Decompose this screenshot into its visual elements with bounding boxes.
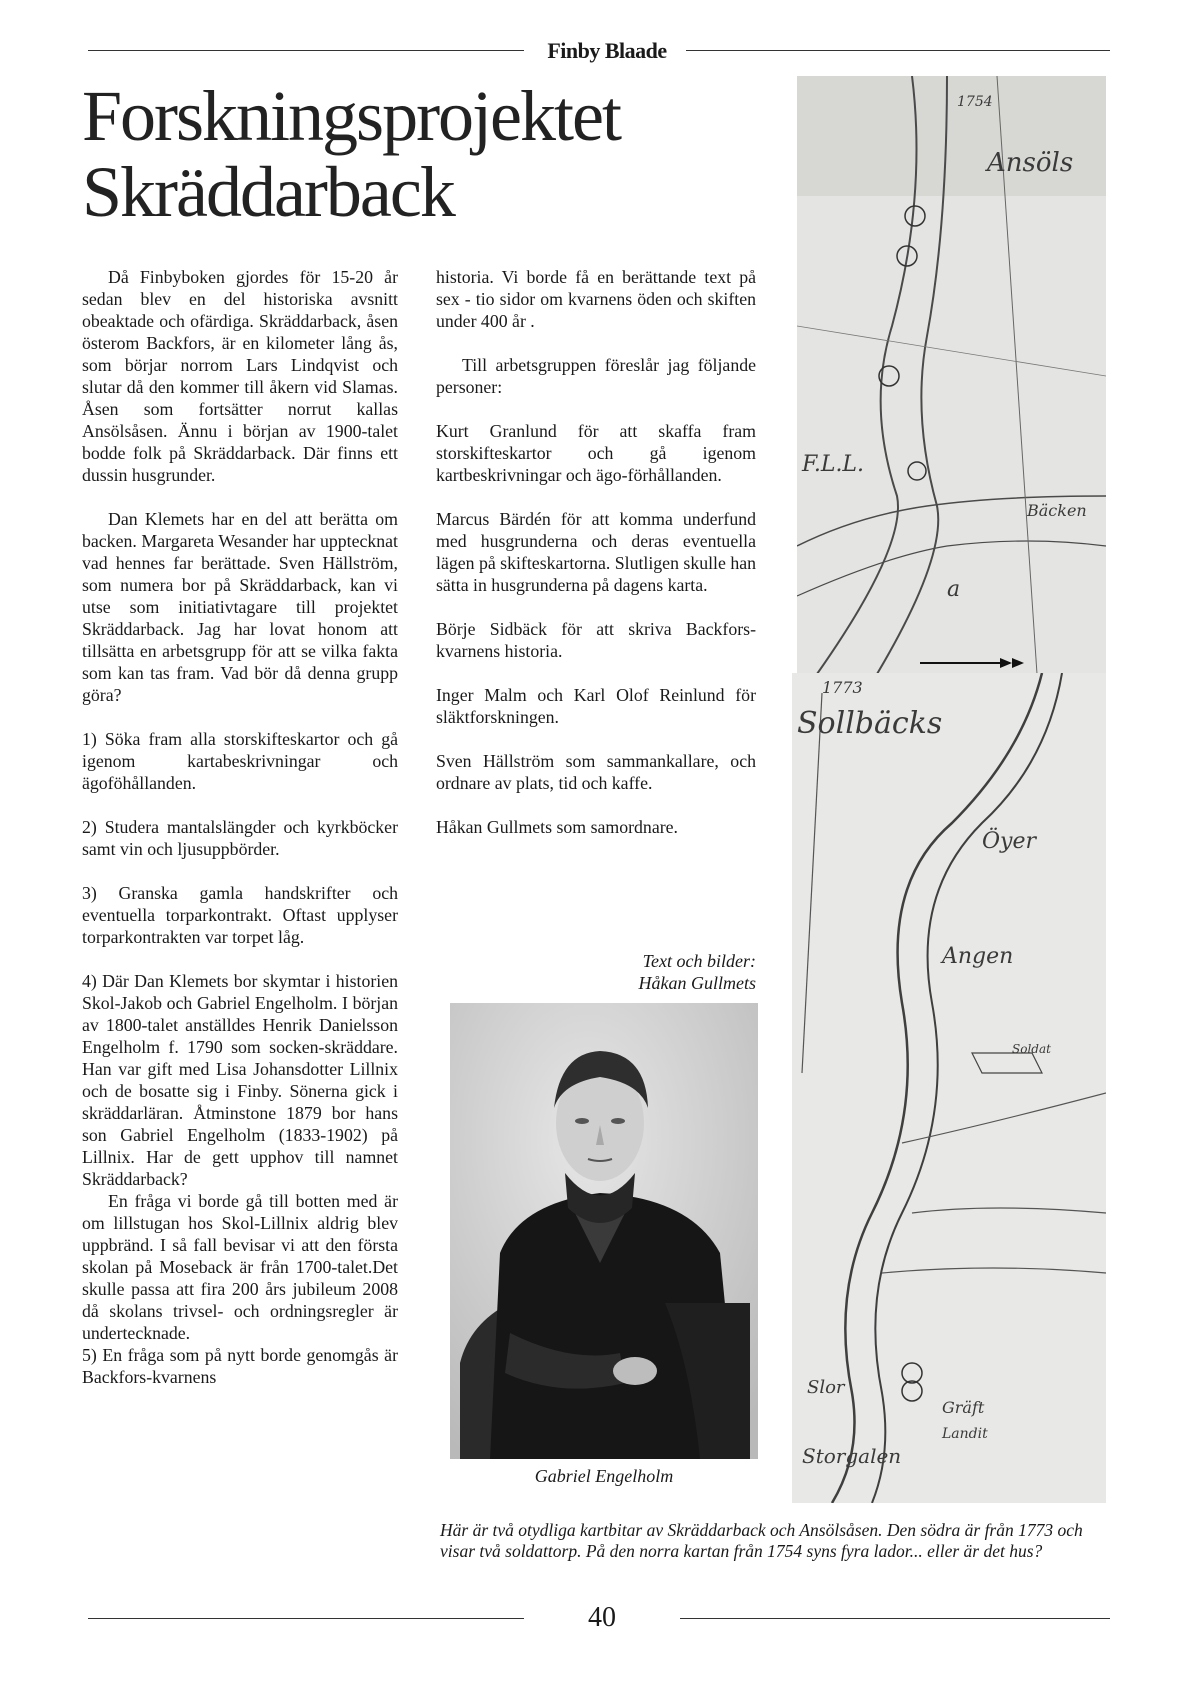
map-label: F.L.L.: [802, 452, 865, 477]
map-year: 1754: [957, 94, 993, 110]
portrait-illustration: [450, 1003, 758, 1459]
credit-line-1: Text och bilder:: [642, 951, 756, 971]
footer-rule-right: [680, 1618, 1110, 1619]
page-title: [82, 78, 772, 230]
map-label: Öyer: [982, 829, 1037, 854]
paragraph: En fråga vi borde gå till botten med är om lillstugan hos Skol-Lillnix aldrig blev uppbränd. I så fall bevisar vi att den första skolan på Moseback är från 1700-talet.Det skulle passa att fira 200 års jubileum 2008 då skolans trivsel- och ordningsregler är undertecknade.: [82, 1191, 398, 1343]
paragraph: Till arbetsgruppen föreslår jag följande personer:: [436, 355, 756, 397]
title-line-1: Forskningsprojektet: [82, 76, 620, 156]
map-south: [792, 673, 1106, 1503]
map-label: Sollbäcks: [797, 706, 943, 741]
photo-credit: [560, 950, 756, 994]
page-number: 40: [588, 1602, 616, 1633]
paragraph: Inger Malm och Karl Olof Reinlund för släktforskningen.: [436, 685, 756, 727]
header-rule-right: [686, 50, 1110, 51]
header-rule-left: [88, 50, 524, 51]
photo-caption: Gabriel Engelholm: [534, 1466, 674, 1486]
paragraph: 2) Studera mantalslängder och kyrkböcker samt vin och ljusuppbörder.: [82, 817, 398, 859]
map-label: Ansöls: [987, 148, 1074, 178]
south-map-drawing: [792, 673, 1106, 1503]
paragraph: 4) Där Dan Klemets bor skymtar i historien Skol-Jakob och Gabriel Engelholm. I början av 1800-talet anställdes Henrik Danielsson Engelholm f. 1790 som socken-skräddare. Han var gift med Lisa Johansdotter Lillnix och de bosatte sig i Finby. Sönerna gick i skräddarläran. Åtminstone 1879 bor hans son Gabriel Engelholm (1833-1902) på Lillnix. Har de gett upphov till namnet Skräddarback?: [82, 971, 398, 1189]
paragraph: Marcus Bärdén för att komma underfund med husgrunderna och deras eventuella lägen på skifteskartorna. Slutligen skulle han sätta in husgrunderna på dagens karta.: [436, 509, 756, 595]
north-map-drawing: [797, 76, 1106, 674]
paragraph: 5) En fråga som på nytt borde genomgås är Backfors-kvarnens: [82, 1345, 398, 1387]
paragraph: Dan Klemets har en del att berätta om backen. Margareta Wesander har upptecknat vad hennes far berättade. Sven Hällström, som numera bor på Skräddarback, kan vi utse som initiativtagare till projektet Skräddarback. Jag har lovat honom att tillsätta en arbetsgrupp för att se vilka fakta som kan tas fram. Vad bör då denna grupp göra?: [82, 509, 398, 705]
map-label: Storgalen: [802, 1444, 902, 1468]
paragraph: Då Finbyboken gjordes för 15-20 år sedan blev en del historiska avsnitt obeaktade och ofärdiga. Skräddarback, åsen österom Backfors, är en kilometer lång ås, som börjar norrom Lars Lindqvist och slutar då den kommer till åkern vid Slamas. Åsen som fortsätter norrut kallas Ansölsåsen. Ännu i början av 1900-talet bodde folk på Skräddarback. Där finns ett dussin husgrunder.: [82, 267, 398, 485]
map-north: [797, 76, 1106, 674]
map-year: 1773: [822, 678, 863, 697]
paragraph: Sven Hällström som sammankallare, och ordnare av plats, tid och kaffe.: [436, 751, 756, 793]
paragraph: historia. Vi borde få en berättande text på sex - tio sidor om kvarnens öden och skiften under 400 år .: [436, 267, 756, 331]
paragraph: Håkan Gullmets som samordnare.: [436, 817, 678, 837]
article-column-2: [436, 266, 756, 860]
credit-line-2: Håkan Gullmets: [638, 973, 756, 993]
double-arrow-icon: [918, 655, 1028, 671]
footer-rule-left: [88, 1618, 524, 1619]
map-label: Angen: [942, 944, 1014, 969]
running-head: Finby Blaade: [547, 38, 667, 63]
map-label: Slor: [807, 1377, 845, 1398]
map-label: Bäcken: [1027, 501, 1087, 520]
portrait-photo: [450, 1003, 758, 1459]
paragraph: 1) Söka fram alla storskifteskartor och gå igenom kartabeskrivningar och ägoföhållanden.: [82, 729, 398, 793]
map-label: a: [947, 577, 961, 602]
map-label: Soldat: [1012, 1042, 1051, 1056]
map-label: Landit: [942, 1426, 988, 1442]
paragraph: Börje Sidbäck för att skriva Backfors-kvarnens historia.: [436, 619, 756, 661]
title-line-2: Skräddarback: [82, 152, 454, 232]
paragraph: 3) Granska gamla handskrifter och eventuella torparkontrakt. Oftast upplyser torparkontrakten var torpet låg.: [82, 883, 398, 947]
article-column-1: [82, 266, 398, 1410]
map-caption: Här är två otydliga kartbitar av Skräddarback och Ansölsåsen. Den södra är från 1773 och visar två soldattorp. På den norra kartan från 1754 syns fyra lador... eller är det hus?: [440, 1520, 1083, 1561]
map-label: Gräft: [942, 1398, 985, 1417]
paragraph: Kurt Granlund för att skaffa fram storskifteskartor och gå igenom kartbeskrivningar och ägo-förhållanden.: [436, 421, 756, 485]
